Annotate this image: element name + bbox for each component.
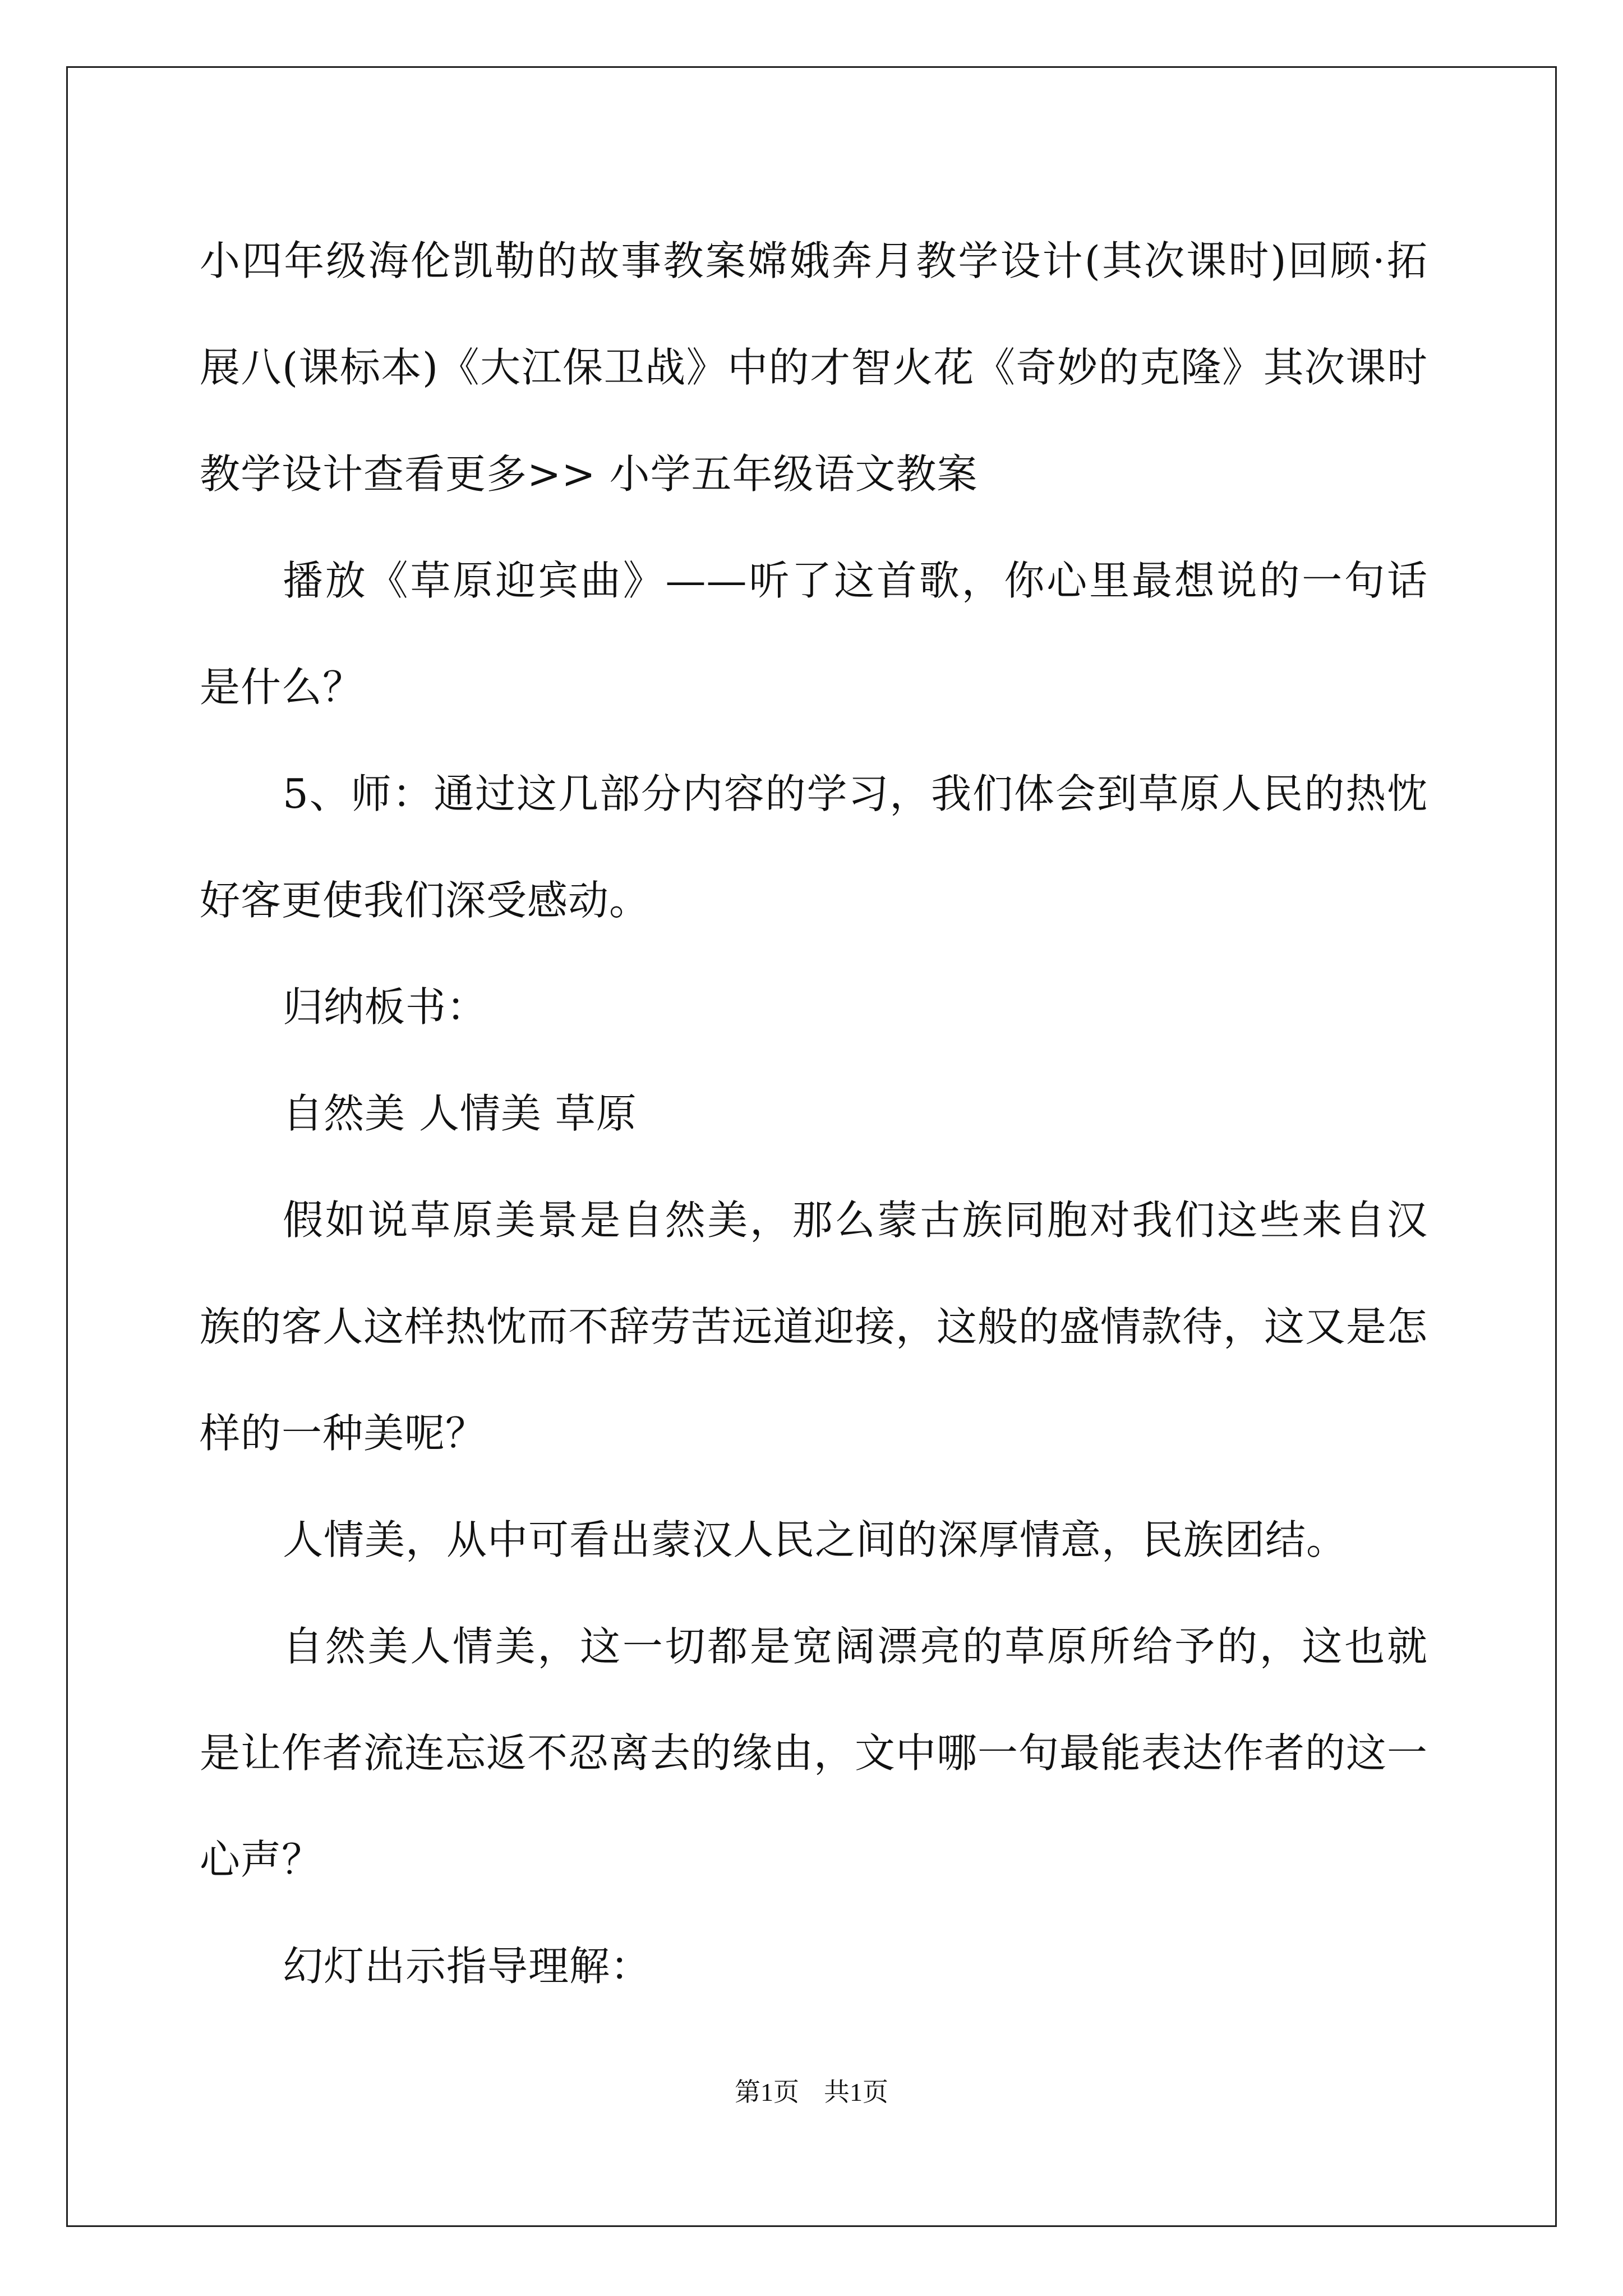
paragraph-board-heading: 归纳板书： xyxy=(283,983,488,1030)
page-total: 共1页 xyxy=(824,2078,888,2106)
paragraph-board-content: 自然美 人情美 草原 xyxy=(283,1090,637,1137)
document-body xyxy=(200,208,1428,2019)
paragraph-beauty-question: 假如说草原美景是自然美，那么蒙古族同胞对我们这些来自汉族的客人这样热忱而不辞劳苦远道迎接，这般的盛情款待，这又是怎样的一种美呢？ xyxy=(200,1197,1428,1457)
paragraph-slide-guide: 幻灯出示指导理解： xyxy=(283,1943,652,1990)
page-footer xyxy=(0,2076,1623,2109)
paragraph-author-feeling: 自然美人情美，这一切都是宽阔漂亮的草原所给予的，这也就是让作者流连忘返不忍离去的缘由，文中哪一句最能表达作者的这一心声？ xyxy=(200,1623,1428,1883)
paragraph-teacher-summary: 5、师：通过这几部分内容的学习，我们体会到草原人民的热忱好客更使我们深受感动。 xyxy=(200,770,1428,924)
paragraph-human-beauty: 人情美，从中可看出蒙汉人民之间的深厚情意，民族团结。 xyxy=(283,1516,1348,1563)
paragraph-related-links: 小四年级海伦凯勒的故事教案嫦娥奔月教学设计(其次课时)回顾·拓展八(课标本)《大江保卫战》中的才智火花《奇妙的克隆》其次课时教学设计查看更多>> 小学五年级语文教案 xyxy=(200,237,1428,498)
paragraph-song-question: 播放《草原迎宾曲》——听了这首歌，你心里最想说的一句话是什么？ xyxy=(200,557,1428,711)
page-number: 第1页 xyxy=(735,2078,799,2106)
